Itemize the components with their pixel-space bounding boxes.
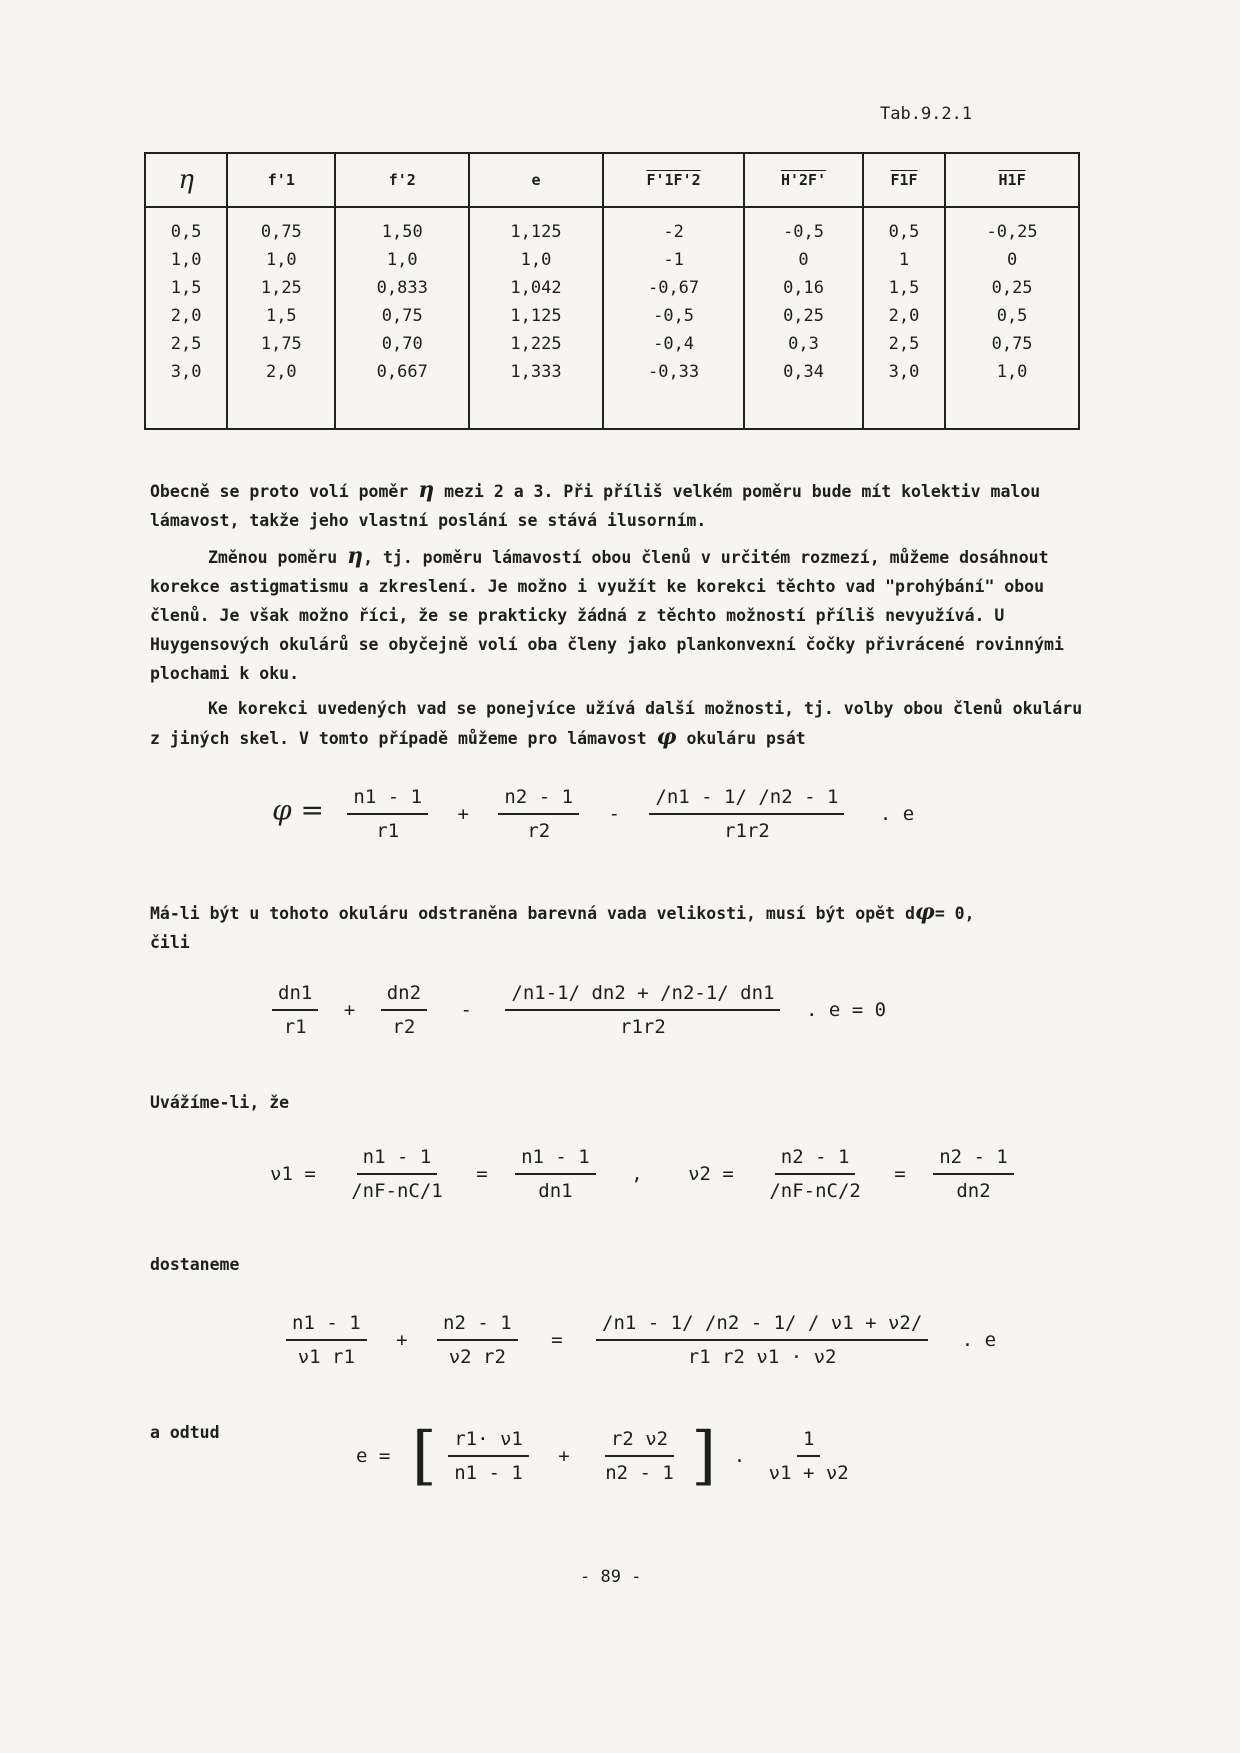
cell: 0 [1006,250,1018,270]
cell: 0,75 [991,334,1033,354]
fraction: $\frac{n2 - 1}{r2}$ [498,786,579,842]
cell: 0,34 [783,362,825,382]
cell: 1,0 [386,250,418,270]
paragraph-2: Změnou poměru η, tj. poměru lámavostí obou členů v určitém rozmezí, můžeme dosáhnout korekce astigmatismu a zkreslení. Je možno i využít ke korekci těchto vad "prohýbání" obou členů. Je však možno říci, že se prakticky žádná z těchto možností příliš nevyužívá. U Huygensových okulárů se obyčejně volí oba členy jako plankonvexní čočky přivrácené rovinnými plochami k oku. [150,543,1064,683]
fraction: $\frac{n2 - 1}{dn2}$ [933,1146,1014,1202]
cell: -0,5 [783,222,825,242]
cell: 1,5 [888,278,920,298]
cell: 1,042 [510,278,562,298]
cell: -2 [663,222,684,242]
fraction: $\frac{n1 - 1}{/nF-nC/1}$ [351,1146,443,1202]
paragraph-6: dostaneme [150,1255,240,1274]
cell: 0,75 [260,222,302,242]
cell: 1,25 [260,278,302,298]
paragraph-1: Obecně se proto volí poměr η mezi 2 a 3. Při příliš velkém poměru bude mít kolektiv malou lámavost, takže jeho vlastní poslání se stává ilusorním. [150,477,1041,530]
cell: 1,0 [996,362,1028,382]
phi-symbol: φ [656,724,677,750]
column-f2 [335,207,469,429]
column-eta [145,207,227,429]
cell: -1 [663,250,684,270]
column-h1f [945,207,1079,429]
formula-phi: φ = $\frac{n1 - 1}{r1}$ + $\frac{n2 - 1}{r2}$ - $\frac{/n1 - 1/ /n2 - 1}{r1r2}$ . e [272,786,915,842]
phi-symbol: φ [914,899,935,925]
header-h1f: H1F [945,153,1079,207]
cell: -0,67 [647,278,700,298]
cell: 0,70 [381,334,423,354]
cell: -0,4 [653,334,695,354]
table-header-row [145,153,1079,207]
cell: 3,0 [170,362,202,382]
cell: 2,0 [170,306,202,326]
cell: 0 [798,250,809,270]
fraction: $\frac{n2 - 1}{\nu 2 r2}$ [437,1312,518,1368]
cell: 0,25 [783,306,825,326]
fraction: $\frac{r2 \nu 2}{n2 - 1}$ [605,1428,674,1484]
page-number: - 89 - [580,1567,642,1587]
cell: 1,5 [265,306,297,326]
cell: 1,125 [510,306,562,326]
cell: 1,225 [510,334,562,354]
cell: 3,0 [888,362,920,382]
cell: 0,75 [381,306,423,326]
cell: 1,0 [520,250,552,270]
cell: 0,25 [991,278,1033,298]
column-e [469,207,603,429]
cell: 1,333 [510,362,562,382]
cell: -0,33 [647,362,700,382]
column-h2f [744,207,863,429]
eta-symbol: η [418,477,435,503]
cell: 1,75 [260,334,302,354]
fraction: $\frac{/n1 - 1/ /n2 - 1/ / \nu 1 + \nu 2/}{r1 r2 \nu 1 \cdot \nu 2}$ [596,1312,928,1368]
cell: 1,125 [510,222,562,242]
cell: 2,0 [888,306,920,326]
paragraph-5: Uvážíme-li, že [150,1093,290,1112]
fraction: $\frac{n1 - 1}{dn1}$ [515,1146,596,1202]
cell: 2,5 [888,334,920,354]
formula-abbe-numbers: ν1 = $\frac{n1 - 1}{/nF-nC/1}$ = $\frac{n1 - 1}{dn1}$ , ν2 = $\frac{n2 - 1}{/nF-nC/2}$ = $\frac{n2 - 1}{dn2}$ [270,1146,1014,1202]
fraction: $\frac{1}{\nu 1 + \nu 2}$ [768,1428,849,1484]
column-f1f2 [603,207,744,429]
cell: 2,5 [170,334,202,354]
paragraph-7: a odtud [150,1423,220,1442]
cell: 1,0 [170,250,202,270]
cell: 0,3 [788,334,819,354]
paragraph-4: Má-li být u tohoto okuláru odstraněna barevná vada velikosti, musí být opět dφ= 0, čili [150,899,975,952]
cell: -0,5 [653,306,695,326]
formula-e: e = [ $\frac{r1\cdot \nu 1}{n1 - 1}$ + $\frac{r2 \nu 2}{n2 - 1}$ ] . $\frac{1}{\nu 1 + \nu 2}$ [356,1424,855,1488]
cell: 1 [898,250,910,270]
header-eta: η [145,153,227,207]
fraction: $\frac{n2 - 1}{/nF-nC/2}$ [769,1146,861,1202]
fraction: $\frac{/n1 - 1/ /n2 - 1}{r1r2}$ [649,786,844,842]
fraction: $\frac{/n1-1/ dn2 + /n2-1/ dn1}{r1r2}$ [505,982,780,1038]
cell: 0,833 [376,278,428,298]
header-h2f: H'2F' [744,153,863,207]
data-table [144,152,1080,430]
table-label: Tab.9.2.1 [880,104,973,124]
paragraph-3: Ke korekci uvedených vad se ponejvíce užívá další možnosti, tj. volby obou členů okuláru z jiných skel. V tomto případě můžeme pro lámavost φ okuláru psát [150,699,1083,750]
column-f1f [863,207,945,429]
formula-dispersion: $\frac{dn1}{r1}$ + $\frac{dn2}{r2}$ - $\frac{/n1-1/ dn2 + /n2-1/ dn1}{r1r2}$ . e = 0 [272,982,886,1038]
header-f1: f'1 [227,153,335,207]
formula-result: $\frac{n1 - 1}{\nu 1 r1}$ + $\frac{n2 - 1}{\nu 2 r2}$ = $\frac{/n1 - 1/ /n2 - 1/ / \nu 1 + \nu 2/}{r1 r2 \nu 1 \cdot \nu 2}$ . e [286,1312,996,1368]
fraction: $\frac{r1\cdot \nu 1}{n1 - 1}$ [448,1428,529,1484]
fraction: $\frac{n1 - 1}{r1}$ [347,786,428,842]
cell: 2,0 [265,362,297,382]
cell: 0,5 [170,222,202,242]
fraction: $\frac{dn2}{r2}$ [381,982,427,1038]
fraction: $\frac{dn1}{r1}$ [272,982,318,1038]
cell: 1,0 [265,250,297,270]
cell: -0,25 [986,222,1038,242]
header-f2: f'2 [335,153,469,207]
cell: 0,16 [783,278,825,298]
fraction: $\frac{n1 - 1}{\nu 1 r1}$ [286,1312,367,1368]
cell: 0,5 [996,306,1028,326]
cell: 0,5 [888,222,920,242]
header-e: e [469,153,603,207]
column-f1 [227,207,335,429]
cell: 0,667 [376,362,428,382]
header-f1f: F1F [863,153,945,207]
table-body-row [145,207,1079,429]
eta-symbol: η [347,543,364,569]
cell: 1,5 [170,278,202,298]
header-f1f2: F'1F'2 [603,153,744,207]
cell: 1,50 [381,222,423,242]
